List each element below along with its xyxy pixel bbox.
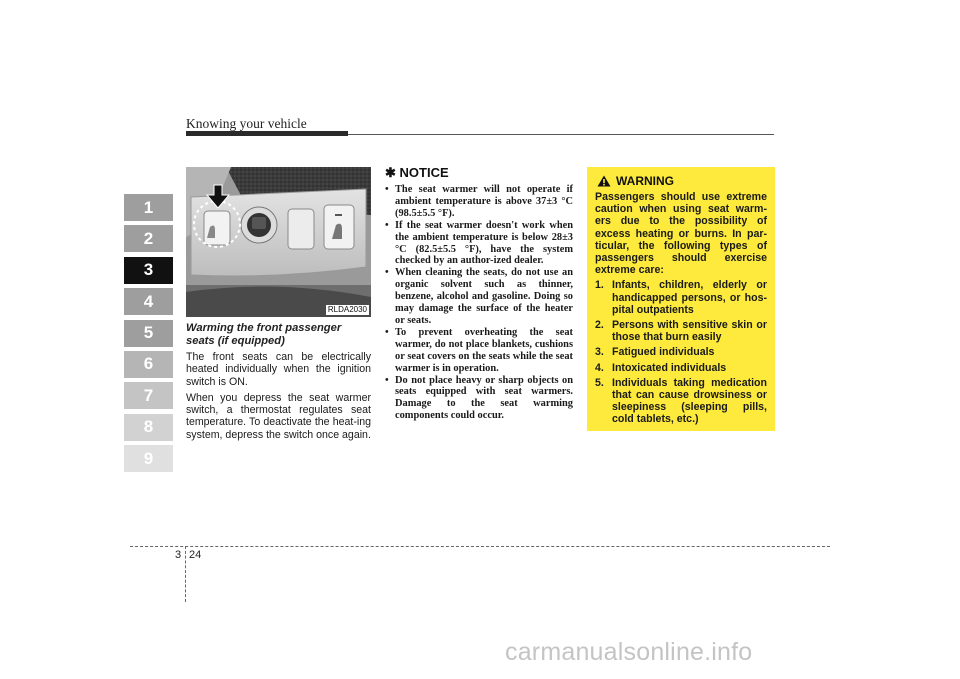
section-paragraph: The front seats can be electrically heated individually when the ignition switch is ON. [186, 351, 371, 388]
warning-item: 2. Persons with sensitive skin or those that burn easily [595, 319, 767, 344]
header-title: Knowing your vehicle [186, 116, 307, 131]
warning-list [595, 279, 767, 425]
warning-item: 1. Infants, children, elderly or handicapped persons, or hos-pital outpatients [595, 279, 767, 316]
notice-item: • Do not place heavy or sharp objects on seats equipped with seat warmers. Damage to the seat warming components could occur. [385, 374, 573, 422]
warning-item: 3. Fatigued individuals [595, 346, 715, 359]
section-paragraph: When you depress the seat warmer switch, a thermostat regulates seat temperature. To deactivate the heat-ing system, depress the switch once again. [186, 391, 371, 441]
chapter-tab-2[interactable]: 2 [124, 225, 173, 252]
notice-title: ✱ NOTICE [385, 165, 449, 180]
warning-header [597, 174, 767, 188]
chapter-tab-6[interactable]: 6 [124, 351, 173, 378]
notice-list [385, 184, 573, 422]
notice-item: • To prevent overheating the seat warmer, do not place blankets, cushions or seat covers on the seats while the seat warmer is in operation. [385, 326, 573, 374]
bullet-icon: • [385, 267, 389, 279]
seat-warmer-section [186, 322, 371, 441]
warning-intro: Passengers should use extreme caution when using seat warm-ers due to the possibility of excess heating or burns. In par-ticular, the following types of passengers should exercise extreme care: [595, 191, 767, 277]
notice-item: • If the seat warmer doesn't work when the ambient temperature is below 28±3 °C (82.5±5.5 °F), have the system checked by an author-ized dealer. [385, 219, 573, 267]
figure-code: RLDA2030 [327, 305, 367, 314]
warning-title: WARNING [616, 174, 674, 188]
notice-icon: ✱ [385, 165, 396, 180]
footer-chapter-number: 3 [175, 549, 182, 561]
chapter-tab-7[interactable]: 7 [124, 382, 173, 409]
warning-item: 4. Intoxicated individuals [595, 361, 727, 374]
chapter-tab-3[interactable]: 3 [124, 257, 173, 284]
chapter-tabs [124, 194, 173, 477]
warning-box [587, 167, 775, 431]
warning-triangle-icon [597, 175, 611, 187]
footer-page-number: 24 [189, 549, 202, 561]
notice-item: • When cleaning the seats, do not use an organic solvent such as thinner, benzene, alcohol and gasoline. Doing so may damage the surface of the heater or seats. [385, 267, 573, 326]
chapter-tab-1[interactable]: 1 [124, 194, 173, 221]
header-rule-thin [348, 134, 774, 135]
footer-divider [185, 546, 186, 602]
chapter-tab-5[interactable]: 5 [124, 320, 173, 347]
bullet-icon: • [385, 374, 389, 386]
warning-item: 5. Individuals taking medication that can cause drowsiness or sleepiness (sleeping pills, cold tablets, etc.) [595, 376, 767, 426]
notice-item: • The seat warmer will not operate if ambient temperature is above 37±3 °C (98.5±5.5 °F). [385, 184, 573, 219]
chapter-tab-9[interactable]: 9 [124, 445, 173, 472]
chapter-tab-8[interactable]: 8 [124, 414, 173, 441]
footer-rule [130, 546, 830, 547]
bullet-icon: • [385, 326, 389, 338]
seat-warmer-switch-photo [186, 167, 371, 317]
bullet-icon: • [385, 219, 389, 231]
watermark: carmanualsonline.info [505, 638, 753, 666]
section-heading: Warming the front passenger seats (if equipped) [186, 322, 342, 347]
header-rule-dark [186, 131, 348, 136]
notice-section [385, 165, 573, 422]
chapter-tab-4[interactable]: 4 [124, 288, 173, 315]
bullet-icon: • [385, 184, 389, 195]
